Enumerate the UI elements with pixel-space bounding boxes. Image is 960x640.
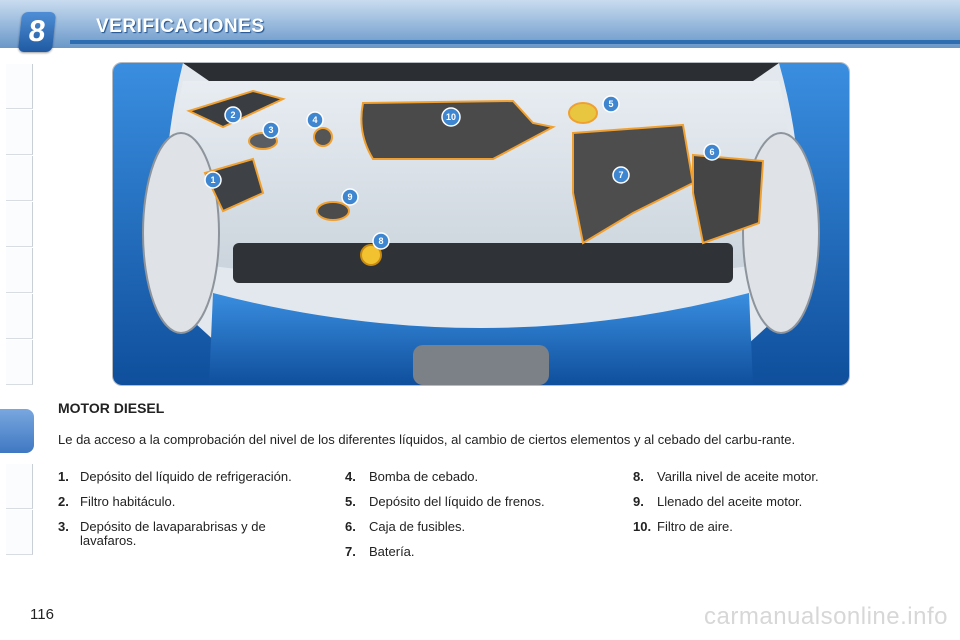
cross-member: [233, 243, 733, 283]
item-number: 6.: [345, 519, 356, 534]
callout-9: [342, 189, 358, 205]
page-header: [0, 0, 960, 48]
legend-item: [345, 470, 615, 484]
oil-filler-cap: [317, 202, 349, 220]
intro-paragraph: Le da acceso a la comprobación del nivel de los diferentes líquidos, al cambio de ciertos elementos y al cebado del carbu-rante.: [58, 432, 796, 447]
svg-text:10: 10: [445, 112, 457, 122]
item-text: Llenado del aceite motor.: [657, 494, 803, 509]
side-tab[interactable]: [6, 510, 33, 555]
callout-3: [263, 122, 279, 138]
legend-item: [345, 545, 615, 559]
callout-1: [205, 172, 221, 188]
item-text: Filtro de aire.: [657, 519, 733, 534]
side-tab[interactable]: [6, 156, 33, 201]
item-text: Batería.: [369, 544, 415, 559]
legend-item: [58, 495, 328, 509]
legend-column-3: [633, 470, 903, 545]
brake-reservoir: [569, 103, 597, 123]
engine-bay-drawing: [113, 63, 849, 385]
item-number: 2.: [58, 494, 69, 509]
page-title: VERIFICACIONES: [96, 16, 265, 37]
svg-text:8: 8: [378, 236, 384, 246]
item-text: Caja de fusibles.: [369, 519, 466, 534]
svg-text:3: 3: [268, 125, 274, 135]
svg-text:6: 6: [709, 147, 715, 157]
side-tab[interactable]: [6, 248, 33, 293]
side-tab[interactable]: [6, 294, 33, 339]
legend-item: [633, 470, 903, 484]
svg-text:5: 5: [608, 99, 614, 109]
legend-item: [345, 520, 615, 534]
item-number: 7.: [345, 544, 356, 559]
legend-column-2: [345, 470, 615, 570]
item-text: Bomba de cebado.: [369, 469, 479, 484]
callout-10: [442, 108, 460, 126]
side-tab[interactable]: [6, 202, 33, 247]
side-tab-active[interactable]: [0, 409, 34, 453]
callout-5: [603, 96, 619, 112]
item-number: 3.: [58, 519, 69, 534]
svg-text:2: 2: [230, 110, 236, 120]
legend-column-1: [58, 470, 328, 559]
legend-item: [58, 470, 328, 484]
callout-4: [307, 112, 323, 128]
legend-item: [345, 495, 615, 509]
section-heading: MOTOR DIESEL: [58, 400, 165, 416]
item-text: Varilla nivel de aceite motor.: [657, 469, 819, 484]
side-tab[interactable]: [6, 464, 33, 509]
callout-7: [613, 167, 629, 183]
header-rule: [70, 40, 960, 44]
svg-text:1: 1: [210, 175, 216, 185]
priming-pump: [314, 128, 332, 146]
item-text: Filtro habitáculo.: [80, 494, 176, 509]
svg-text:4: 4: [312, 115, 318, 125]
open-hood: [183, 63, 779, 81]
legend-item: [58, 520, 328, 548]
svg-text:7: 7: [618, 170, 624, 180]
callout-6: [704, 144, 720, 160]
callout-8: [373, 233, 389, 249]
item-number: 10.: [633, 519, 652, 534]
grille: [413, 345, 549, 385]
svg-text:9: 9: [347, 192, 353, 202]
watermark: carmanualsonline.info: [704, 603, 948, 630]
side-tab[interactable]: [6, 64, 33, 109]
side-tab[interactable]: [6, 340, 33, 385]
item-number: 8.: [633, 469, 644, 484]
item-text: Depósito del líquido de refrigeración.: [80, 469, 292, 484]
chapter-badge: 8: [18, 12, 56, 52]
callout-2: [225, 107, 241, 123]
item-number: 5.: [345, 494, 356, 509]
side-tab[interactable]: [6, 110, 33, 155]
item-text: Depósito de lavaparabrisas y de lavafaros.: [80, 519, 266, 548]
engine-bay-illustration: [112, 62, 850, 386]
legend-item: [633, 520, 903, 534]
chapter-side-tabs: [0, 64, 34, 574]
item-number: 9.: [633, 494, 644, 509]
page-number: 116: [30, 606, 54, 623]
legend-item: [633, 495, 903, 509]
left-headlight: [143, 133, 219, 333]
item-text: Depósito del líquido de frenos.: [369, 494, 545, 509]
item-number: 1.: [58, 469, 69, 484]
item-number: 4.: [345, 469, 356, 484]
